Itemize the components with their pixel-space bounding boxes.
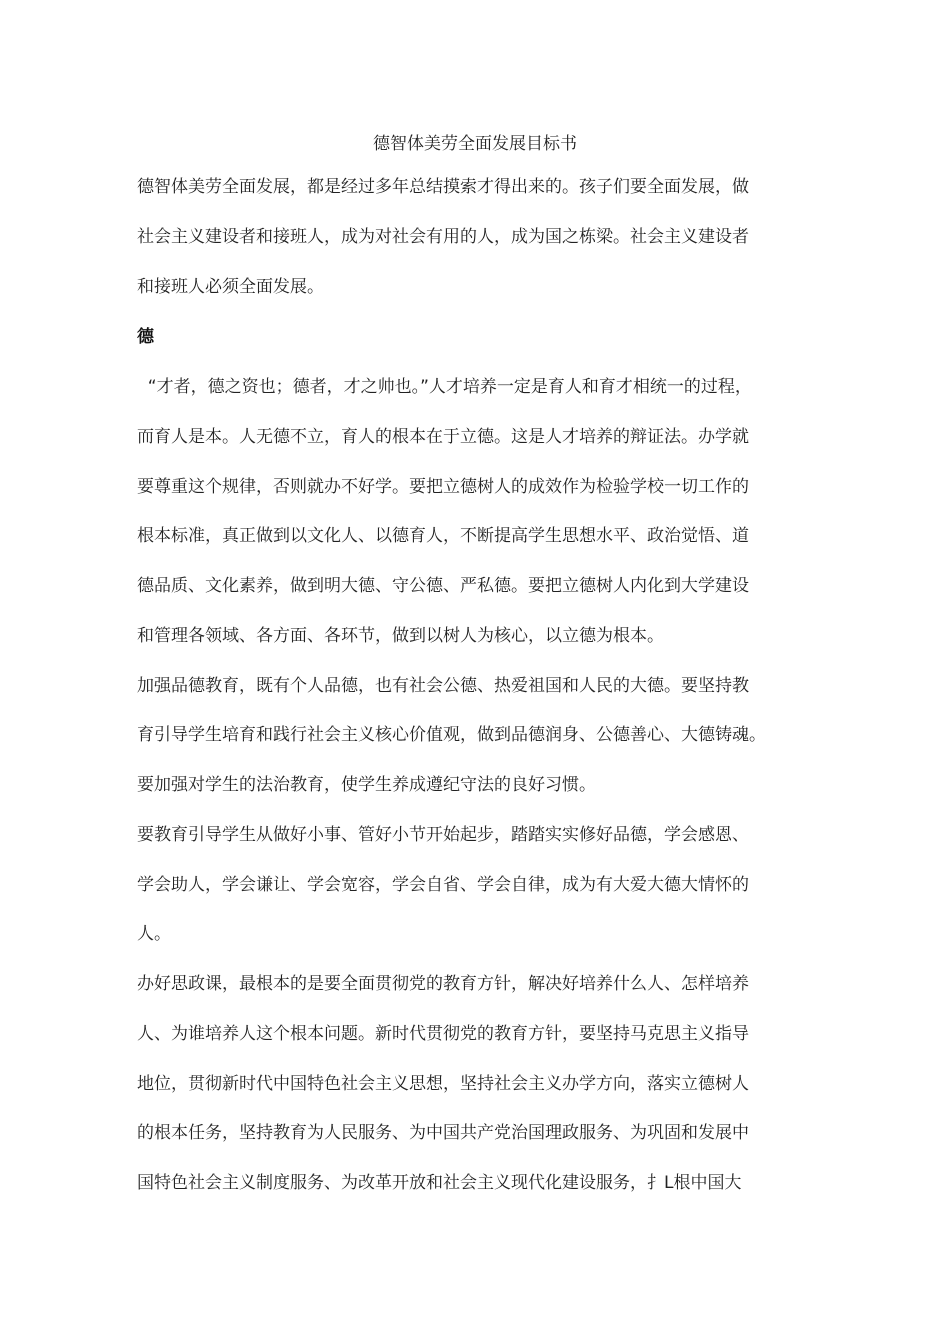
- para1-line-3: 要尊重这个规律，否则就办不好学。要把立德树人的成效作为检验学校一切工作的: [137, 477, 749, 497]
- para4-line-4: 的根本任务，坚持教育为人民服务、为中国共产党治国理政服务、为巩固和发展中: [137, 1123, 749, 1143]
- section-heading-de: 德: [137, 327, 154, 347]
- para3-line-2: 学会助人，学会谦让、学会宽容，学会自省、学会自律，成为有大爱大德大情怀的: [137, 875, 749, 895]
- document-title: 德智体美劳全面发展目标书: [373, 134, 577, 154]
- para2-line-2: 育引导学生培育和践行社会主义核心价值观，做到品德润身、公德善心、大德铸魂。: [137, 725, 766, 745]
- para2-line-1: 加强品德教育，既有个人品德，也有社会公德、热爱祖国和人民的大德。要坚持教: [137, 676, 749, 696]
- para1-line-6: 和管理各领域、各方面、各环节，做到以树人为核心，以立德为根本。: [137, 626, 664, 646]
- para4-line-5: 国特色社会主义制度服务、为改革开放和社会主义现代化建设服务，扌L根中国大: [137, 1173, 742, 1193]
- intro-line-1: 德智体美劳全面发展，都是经过多年总结摸索才得出来的。孩子们要全面发展，做: [137, 177, 749, 197]
- intro-line-2: 社会主义建设者和接班人，成为对社会有用的人，成为国之栋梁。社会主义建设者: [137, 227, 749, 247]
- para3-line-3: 人。: [137, 924, 171, 944]
- para1-line-4: 根本标准，真正做到以文化人、以德育人，不断提高学生思想水平、政治觉悟、道: [137, 526, 749, 546]
- para4-line-2: 人、为谁培养人这个根本问题。新时代贯彻党的教育方针，要坚持马克思主义指导: [137, 1024, 749, 1044]
- para3-line-1: 要教育引导学生从做好小事、管好小节开始起步，踏踏实实修好品德，学会感恩、: [137, 825, 749, 845]
- para1-line-5: 德品质、文化素养，做到明大德、守公德、严私德。要把立德树人内化到大学建设: [137, 576, 749, 596]
- para1-line-1: “才者，德之资也；德者，才之帅也。”人才培养一定是育人和育才相统一的过程，: [137, 377, 752, 397]
- para2-line-3: 要加强对学生的法治教育，使学生养成遵纪守法的良好习惯。: [137, 775, 596, 795]
- intro-line-3: 和接班人必须全面发展。: [137, 277, 324, 297]
- para1-line-2: 而育人是本。人无德不立，育人的根本在于立德。这是人才培养的辩证法。办学就: [137, 427, 749, 447]
- para4-line-1: 办好思政课，最根本的是要全面贯彻党的教育方针，解决好培养什么人、怎样培养: [137, 974, 749, 994]
- para4-line-3: 地位，贯彻新时代中国特色社会主义思想，坚持社会主义办学方向，落实立德树人: [137, 1074, 749, 1094]
